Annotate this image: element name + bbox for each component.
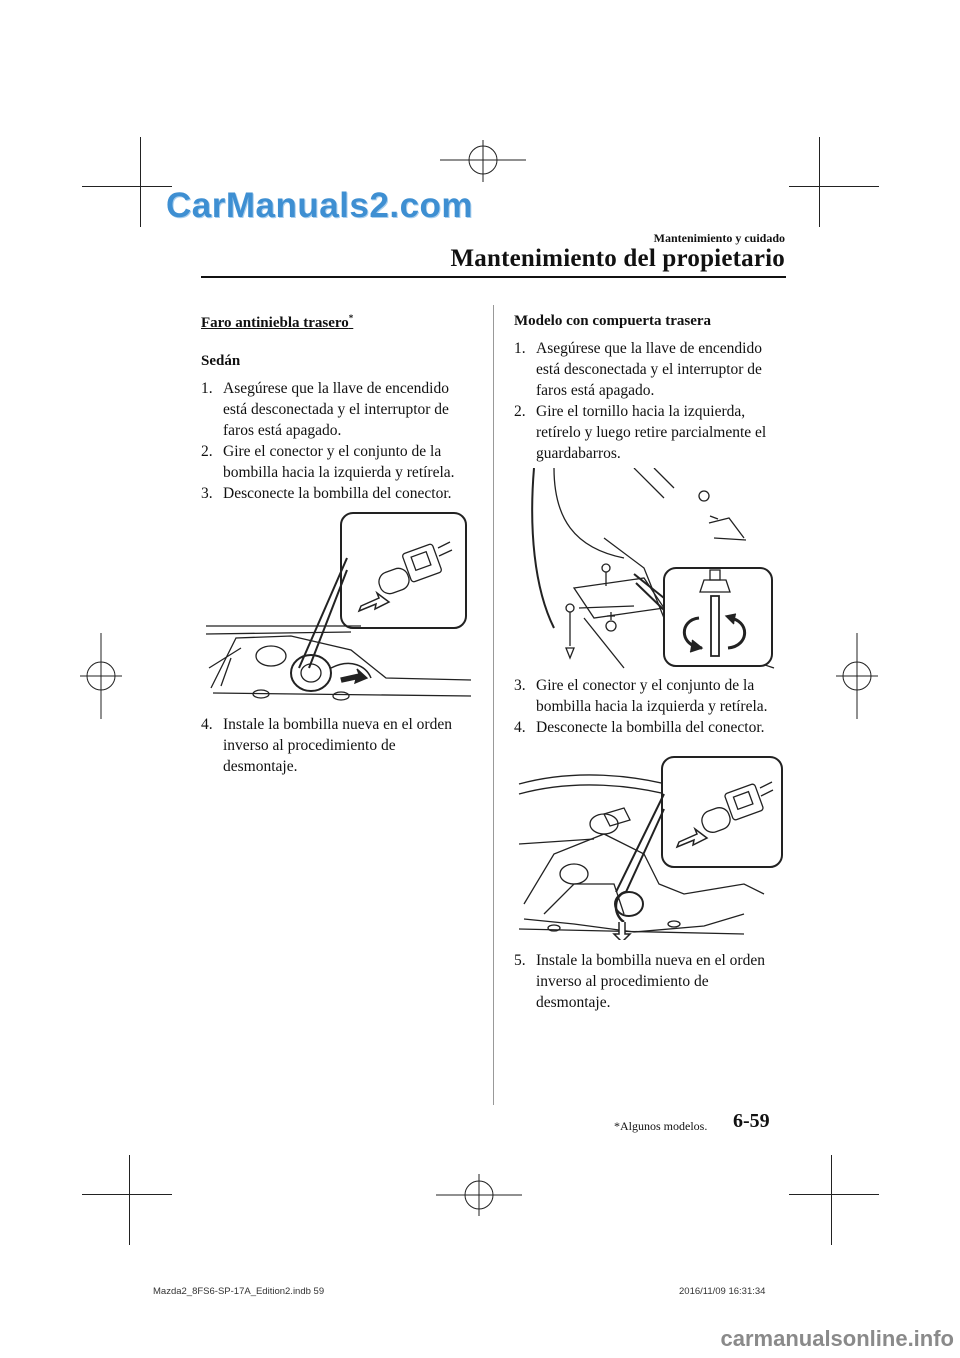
- step-text: Instale la bombilla nueva en el orden inverso al procedimiento de desmontaje.: [223, 716, 452, 775]
- step-text: Asegúrese que la llave de encendido está desconectada y el interruptor de faros está apagado.: [536, 340, 762, 399]
- list-item: [201, 714, 471, 777]
- list-item: [514, 950, 784, 1013]
- list-item: [514, 401, 784, 464]
- list-item: [514, 717, 784, 738]
- site-watermark[interactable]: carmanualsonline.info: [720, 1326, 954, 1351]
- watermark-logo[interactable]: CarManuals2.com: [166, 186, 474, 225]
- step-number: 1.: [201, 380, 213, 397]
- section-heading: [201, 313, 353, 332]
- step-number: 5.: [514, 952, 526, 969]
- registration-mark-bottom: [436, 1174, 522, 1216]
- header-rule: [201, 276, 786, 278]
- footnote-marker: *: [348, 313, 354, 323]
- page-number: 6-59: [733, 1110, 770, 1132]
- list-item: [514, 675, 784, 717]
- column-divider: [493, 305, 494, 1105]
- step-text: Gire el conector y el conjunto de la bombilla hacia la izquierda y retírela.: [223, 443, 455, 481]
- subheading-sedan: Sedán: [201, 353, 241, 369]
- step-number: 3.: [201, 485, 213, 502]
- page-title: Mantenimiento del propietario: [450, 245, 785, 272]
- footnote: *Algunos modelos.: [614, 1119, 708, 1133]
- illustration-sedan-bulb-removal: [201, 508, 473, 704]
- step-text: Gire el tornillo hacia la izquierda, retírelo y luego retire parcialmente el guardabarros.: [536, 403, 767, 462]
- steps-hatchback-3: [514, 950, 784, 1013]
- list-item: [514, 338, 784, 401]
- step-number: 1.: [514, 340, 526, 357]
- steps-hatchback-2: [514, 675, 784, 738]
- registration-mark-right: [836, 633, 878, 719]
- step-text: Desconecte la bombilla del conector.: [536, 719, 765, 736]
- step-number: 4.: [514, 719, 526, 736]
- section-heading-text: Faro antiniebla trasero: [201, 315, 349, 331]
- step-number: 4.: [201, 716, 213, 733]
- step-text: Desconecte la bombilla del conector.: [223, 485, 452, 502]
- step-number: 2.: [201, 443, 213, 460]
- illustration-hatchback-screw-removal: [514, 468, 784, 670]
- section-label: Mantenimiento y cuidado: [653, 231, 785, 245]
- step-text: Instale la bombilla nueva en el orden inverso al procedimiento de desmontaje.: [536, 952, 765, 1011]
- print-file-info: Mazda2_8FS6-SP-17A_Edition2.indb 59: [153, 1286, 325, 1297]
- list-item: [201, 483, 471, 504]
- steps-sedan-1: [201, 378, 471, 504]
- illustration-hatchback-bulb-removal: [514, 754, 786, 940]
- registration-mark-top: [440, 140, 526, 182]
- registration-mark-left: [80, 633, 122, 719]
- step-text: Gire el conector y el conjunto de la bombilla hacia la izquierda y retírela.: [536, 677, 768, 715]
- list-item: [201, 378, 471, 441]
- steps-sedan-2: [201, 714, 471, 777]
- list-item: [201, 441, 471, 483]
- step-text: Asegúrese que la llave de encendido está desconectada y el interruptor de faros está apagado.: [223, 380, 449, 439]
- step-number: 3.: [514, 677, 526, 694]
- subheading-hatchback: Modelo con compuerta trasera: [514, 313, 712, 329]
- print-date-info: 2016/11/09 16:31:34: [679, 1286, 766, 1297]
- step-number: 2.: [514, 403, 526, 420]
- steps-hatchback-1: [514, 338, 784, 464]
